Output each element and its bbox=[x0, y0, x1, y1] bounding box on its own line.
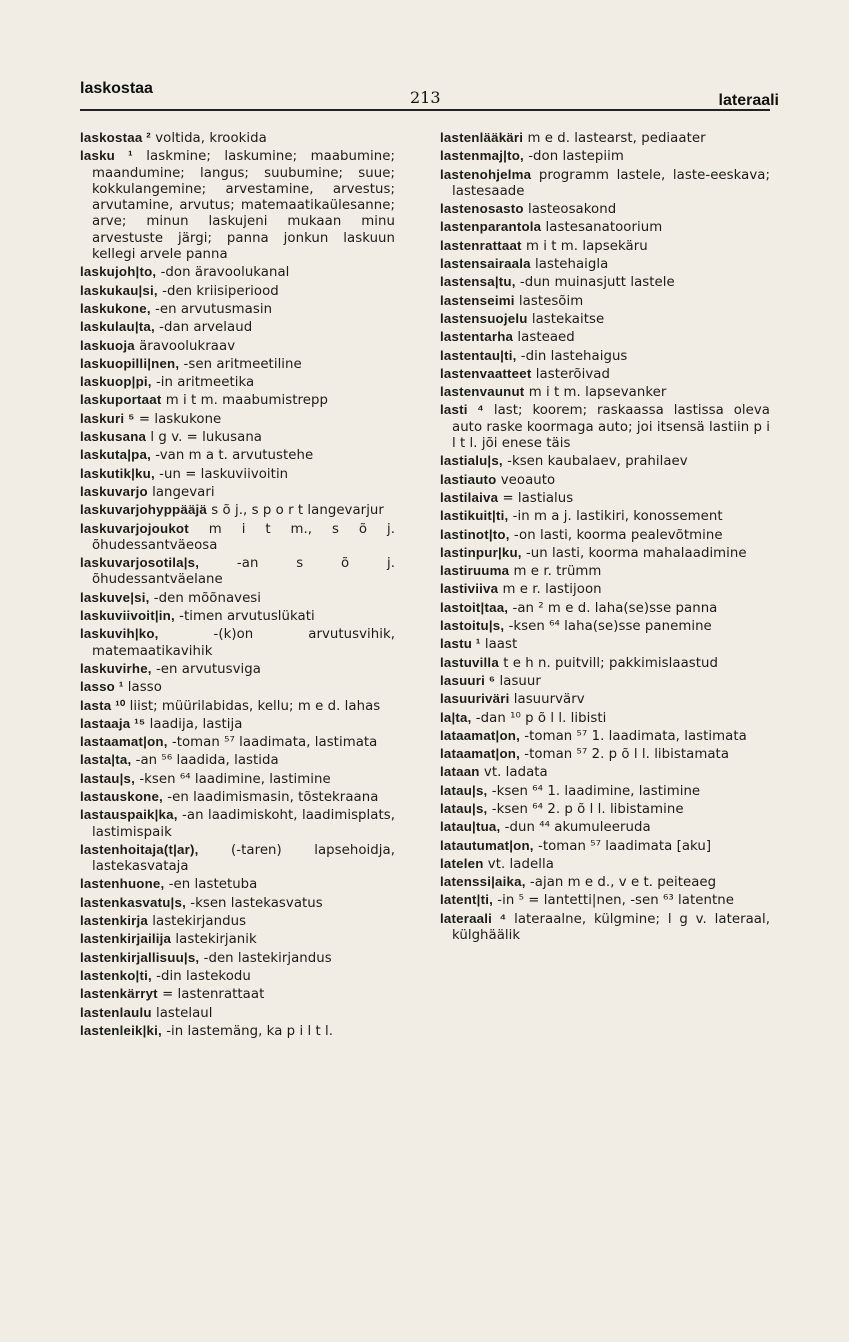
entry-gloss: veoauto bbox=[496, 472, 556, 488]
entry-headword: la|ta, bbox=[440, 709, 472, 725]
entry-gloss: -ksen ⁶⁴ 2. p õ l l. libistamine bbox=[487, 801, 684, 817]
entry-gloss: -in aritmeetika bbox=[151, 375, 255, 391]
entry-gloss: -an laadimiskoht, laadimisplats, lastimispaik bbox=[92, 808, 395, 840]
entry-headword: laskuviivoit|in, bbox=[80, 608, 175, 624]
entry-gloss: -din lastekodu bbox=[151, 968, 251, 984]
entry-headword: laskuve|si, bbox=[80, 589, 150, 605]
entry-gloss: -an s õ j. õhudessantväelane bbox=[92, 556, 395, 588]
dictionary-entry bbox=[440, 453, 770, 470]
dictionary-entry bbox=[440, 673, 770, 690]
entry-headword: laskukau|si, bbox=[80, 282, 158, 298]
entry-gloss: -dun muinasjutt lastele bbox=[515, 275, 675, 291]
dictionary-entry bbox=[440, 911, 770, 945]
entry-gloss: -ksen kaubalaev, prahilaev bbox=[502, 454, 688, 470]
entry-gloss: -en laadimismasin, tõstekraana bbox=[162, 789, 379, 805]
dictionary-entry bbox=[80, 1023, 395, 1040]
entry-headword: lataamat|on, bbox=[440, 727, 521, 743]
dictionary-entry bbox=[440, 581, 770, 598]
entry-gloss: m e d. lastearst, pediaater bbox=[523, 131, 706, 146]
dictionary-entry bbox=[80, 555, 395, 589]
entry-headword: lasso ¹ bbox=[80, 679, 124, 695]
left-column bbox=[80, 130, 395, 1041]
entry-headword: lastenkirja bbox=[80, 913, 148, 929]
dictionary-entry bbox=[440, 167, 770, 201]
entry-headword: laskutik|ku, bbox=[80, 465, 155, 481]
entry-gloss: liist; müürilabidas, kellu; m e d. lahas bbox=[125, 698, 381, 714]
entry-gloss: lastesõim bbox=[514, 293, 584, 309]
dictionary-entry bbox=[440, 892, 770, 909]
entry-headword: lastenrattaat bbox=[440, 237, 522, 253]
entry-headword: lastentarha bbox=[440, 329, 514, 345]
entry-headword: laskulau|ta, bbox=[80, 319, 155, 335]
dictionary-entry bbox=[440, 490, 770, 507]
dictionary-entry bbox=[440, 691, 770, 708]
entry-headword: lastinpur|ku, bbox=[440, 544, 522, 560]
dictionary-entry bbox=[440, 293, 770, 310]
dictionary-entry bbox=[80, 626, 395, 660]
entry-gloss: = lastialus bbox=[498, 490, 574, 506]
entry-headword: lastensuojelu bbox=[440, 310, 528, 326]
entry-headword: lastenlääkäri bbox=[440, 130, 524, 145]
dictionary-entry bbox=[80, 734, 395, 751]
entry-headword: lastenkärryt bbox=[80, 986, 158, 1002]
entry-gloss: m i t m. lapsekäru bbox=[521, 238, 648, 254]
entry-gloss: lastekaitse bbox=[527, 311, 605, 327]
dictionary-entry bbox=[80, 484, 395, 501]
dictionary-entry bbox=[440, 130, 770, 147]
entry-gloss: -on lasti, koorma pealevõtmine bbox=[509, 527, 723, 543]
dictionary-entry bbox=[440, 636, 770, 653]
entry-headword: laskuportaat bbox=[80, 392, 162, 408]
dictionary-entry bbox=[440, 238, 770, 255]
dictionary-entry bbox=[80, 968, 395, 985]
dictionary-entry bbox=[80, 411, 395, 428]
entry-gloss: -toman ⁵⁷ laadimata, lastimata bbox=[167, 735, 378, 751]
entry-headword: lastensairaala bbox=[440, 256, 531, 272]
dictionary-entry bbox=[80, 502, 395, 519]
entry-gloss: lastekirjandus bbox=[147, 914, 247, 930]
entry-gloss: -toman ⁵⁷ 2. p õ l l. libistamata bbox=[520, 747, 730, 763]
entry-headword: lastenseimi bbox=[440, 292, 515, 308]
entry-gloss: t e h n. puitvill; pakkimislaastud bbox=[498, 655, 718, 671]
entry-headword: lastauskone, bbox=[80, 788, 163, 804]
entry-headword: lastenkirjailija bbox=[80, 931, 172, 947]
dictionary-entry bbox=[80, 752, 395, 769]
dictionary-entry bbox=[440, 856, 770, 873]
entry-headword: latau|s, bbox=[440, 800, 488, 816]
entry-headword: lasuuriväri bbox=[440, 691, 510, 707]
entry-gloss: -en arvutusmasin bbox=[150, 301, 273, 317]
entry-headword: lastaamat|on, bbox=[80, 734, 168, 750]
entry-gloss: laadija, lastija bbox=[145, 716, 243, 732]
entry-gloss: -toman ⁵⁷ 1. laadimata, lastimata bbox=[520, 728, 747, 744]
dictionary-entry bbox=[80, 716, 395, 733]
entry-headword: lastenkirjallisuu|s, bbox=[80, 949, 200, 965]
entry-gloss: m e r. trümm bbox=[509, 564, 602, 580]
dictionary-entry bbox=[440, 527, 770, 544]
entry-headword: lasku ¹ bbox=[80, 148, 133, 164]
dictionary-entry bbox=[80, 1005, 395, 1022]
entry-gloss: lasso bbox=[123, 680, 162, 696]
entry-headword: latelen bbox=[440, 855, 484, 871]
entry-gloss: -sen aritmeetiline bbox=[179, 356, 302, 372]
entry-gloss: laast bbox=[480, 637, 518, 653]
dictionary-entry bbox=[440, 838, 770, 855]
dictionary-entry bbox=[440, 801, 770, 818]
entry-headword: lastensa|tu, bbox=[440, 274, 516, 290]
right-column bbox=[440, 130, 770, 945]
entry-gloss: -den kriisiperiood bbox=[157, 283, 279, 299]
entry-headword: lastenparantola bbox=[440, 219, 542, 235]
entry-gloss: lasuurvärv bbox=[509, 692, 585, 708]
entry-headword: lastenko|ti, bbox=[80, 967, 152, 983]
entry-gloss: -den lastekirjandus bbox=[199, 950, 332, 966]
entry-gloss: lasterõivad bbox=[531, 366, 610, 382]
dictionary-entry bbox=[80, 590, 395, 607]
dictionary-entry bbox=[80, 521, 395, 555]
entry-headword: laskuoja bbox=[80, 337, 135, 353]
entry-headword: lastilaiva bbox=[440, 489, 499, 505]
entry-headword: latent|ti, bbox=[440, 892, 493, 908]
dictionary-entry bbox=[440, 219, 770, 236]
dictionary-entry bbox=[440, 764, 770, 781]
entry-gloss: -ksen ⁶⁴ laha(se)sse panemine bbox=[504, 619, 712, 635]
dictionary-entry bbox=[80, 876, 395, 893]
entry-headword: lastaaja ¹⁵ bbox=[80, 715, 146, 731]
entry-headword: laskuvarjohyppääjä bbox=[80, 502, 208, 518]
entry-gloss: -ksen ⁶⁴ laadimine, lastimine bbox=[135, 771, 331, 787]
dictionary-entry bbox=[440, 746, 770, 763]
entry-headword: lastuvilla bbox=[440, 654, 499, 670]
dictionary-entry bbox=[80, 264, 395, 281]
dictionary-entry bbox=[440, 311, 770, 328]
entry-gloss: -an ⁵⁶ laadida, lastida bbox=[131, 753, 279, 769]
entry-gloss: -timen arvutuslükati bbox=[174, 609, 315, 625]
entry-headword: lasti ⁴ bbox=[440, 402, 484, 418]
dictionary-entry bbox=[80, 895, 395, 912]
entry-headword: lataamat|on, bbox=[440, 746, 521, 762]
dictionary-entry bbox=[80, 931, 395, 948]
entry-headword: lasta|ta, bbox=[80, 752, 132, 768]
entry-gloss: -ksen lastekasvatus bbox=[185, 895, 323, 911]
dictionary-entry bbox=[80, 392, 395, 409]
dictionary-entry bbox=[440, 710, 770, 727]
entry-gloss: last; koorem; raskaassa lastissa oleva auto raske koormaga auto; joi itsensä lastiin p i l t l. jõi enese täis bbox=[452, 403, 770, 452]
entry-headword: laskujoh|to, bbox=[80, 264, 157, 280]
entry-headword: lastenhoitaja(t|ar), bbox=[80, 841, 199, 857]
dictionary-entry bbox=[80, 771, 395, 788]
entry-gloss: l g v. = lukusana bbox=[146, 430, 262, 446]
entry-headword: lastenohjelma bbox=[440, 166, 532, 182]
entry-gloss: -den mõõnavesi bbox=[149, 590, 262, 606]
entry-gloss: m i t m. lapsevanker bbox=[524, 385, 667, 401]
entry-headword: lastiauto bbox=[440, 471, 497, 487]
dictionary-entry bbox=[80, 789, 395, 806]
entry-gloss: m i t m. maabumistrepp bbox=[161, 393, 328, 409]
dictionary-entry bbox=[440, 256, 770, 273]
entry-gloss: -din lastehaigus bbox=[516, 348, 628, 364]
entry-headword: lataan bbox=[440, 764, 480, 780]
entry-headword: laskuop|pi, bbox=[80, 374, 152, 390]
dictionary-entry bbox=[80, 842, 395, 876]
entry-gloss: programm lastele, laste-eeskava; lastesaade bbox=[452, 167, 770, 199]
entry-headword: laskuvarjojoukot bbox=[80, 520, 189, 536]
entry-gloss: -in m a j. lastikiri, konossement bbox=[508, 509, 723, 525]
entry-gloss: -dan ¹⁰ p õ l l. libisti bbox=[471, 710, 607, 726]
dictionary-entry bbox=[80, 130, 395, 147]
dictionary-entry bbox=[440, 563, 770, 580]
page-number: 213 bbox=[410, 88, 441, 107]
dictionary-entry bbox=[440, 874, 770, 891]
dictionary-entry bbox=[80, 319, 395, 336]
entry-headword: lastenosasto bbox=[440, 201, 524, 217]
entry-gloss: lastelaul bbox=[151, 1005, 213, 1021]
entry-gloss: voltida, krookida bbox=[150, 131, 267, 146]
dictionary-entry bbox=[440, 274, 770, 291]
entry-headword: lastoit|taa, bbox=[440, 599, 509, 615]
entry-gloss: -van m a t. arvutustehe bbox=[150, 448, 314, 464]
entry-headword: lastiviiva bbox=[440, 581, 499, 597]
entry-headword: lastinot|to, bbox=[440, 526, 510, 542]
dictionary-entry bbox=[440, 472, 770, 489]
running-head-right: lateraali bbox=[718, 92, 779, 109]
entry-gloss: -dan arvelaud bbox=[154, 320, 253, 336]
entry-gloss: lateraalne, külgmine; l g v. lateraal, külghäälik bbox=[452, 911, 771, 944]
dictionary-entry bbox=[80, 283, 395, 300]
entry-gloss: lasteosakond bbox=[523, 202, 617, 218]
dictionary-entry bbox=[440, 329, 770, 346]
dictionary-entry bbox=[440, 618, 770, 635]
dictionary-entry bbox=[440, 545, 770, 562]
entry-headword: lastau|s, bbox=[80, 770, 136, 786]
running-head-left: laskostaa bbox=[80, 80, 153, 97]
entry-headword: lastenlaulu bbox=[80, 1004, 152, 1020]
entry-gloss: -ajan m e d., v e t. peiteaeg bbox=[525, 875, 717, 891]
dictionary-entry bbox=[440, 201, 770, 218]
entry-headword: lastenkasvatu|s, bbox=[80, 894, 186, 910]
dictionary-entry bbox=[440, 366, 770, 383]
dictionary-entry bbox=[440, 819, 770, 836]
entry-headword: lastenvaatteet bbox=[440, 365, 532, 381]
entry-gloss: -don lastepiim bbox=[523, 149, 624, 165]
entry-headword: laskuvih|ko, bbox=[80, 626, 159, 642]
entry-headword: lastenmaj|to, bbox=[440, 148, 524, 164]
entry-gloss: -don äravoolukanal bbox=[156, 265, 290, 281]
entry-gloss: lasuur bbox=[495, 673, 541, 689]
dictionary-entry bbox=[80, 661, 395, 678]
dictionary-entry bbox=[80, 608, 395, 625]
entry-gloss: -un lasti, koorma mahalaadimine bbox=[521, 545, 747, 561]
dictionary-entry bbox=[440, 148, 770, 165]
dictionary-entry bbox=[80, 679, 395, 696]
entry-gloss: vt. ladata bbox=[479, 765, 548, 781]
entry-headword: latenssi|aika, bbox=[440, 874, 526, 890]
entry-gloss: vt. ladella bbox=[483, 856, 554, 872]
entry-headword: laskuvirhe, bbox=[80, 660, 152, 676]
entry-gloss: lastekirjanik bbox=[171, 932, 257, 948]
dictionary-entry bbox=[80, 913, 395, 930]
entry-headword: lateraali ⁴ bbox=[440, 910, 507, 926]
dictionary-entry bbox=[80, 148, 395, 263]
entry-headword: lastauspaik|ka, bbox=[80, 807, 178, 823]
dictionary-entry bbox=[440, 384, 770, 401]
dictionary-entry bbox=[80, 374, 395, 391]
entry-gloss: s õ j., s p o r t langevarjur bbox=[207, 503, 384, 519]
entry-headword: laskusana bbox=[80, 429, 147, 445]
dictionary-entry bbox=[80, 447, 395, 464]
dictionary-entry bbox=[80, 338, 395, 355]
entry-gloss: lasteaed bbox=[513, 330, 575, 346]
dictionary-entry bbox=[440, 348, 770, 365]
entry-gloss: -en lastetuba bbox=[164, 877, 258, 893]
dictionary-entry bbox=[440, 600, 770, 617]
header-rule bbox=[80, 109, 770, 111]
entry-headword: lastu ¹ bbox=[440, 636, 481, 652]
entry-headword: laskostaa ² bbox=[80, 130, 151, 145]
dictionary-entry bbox=[80, 698, 395, 715]
entry-gloss: = lastenrattaat bbox=[157, 987, 265, 1003]
entry-headword: lastikuit|ti, bbox=[440, 508, 509, 524]
entry-headword: laskuta|pa, bbox=[80, 447, 151, 463]
entry-gloss: äravoolukraav bbox=[134, 338, 236, 354]
entry-headword: latautumat|on, bbox=[440, 837, 534, 853]
entry-gloss: -in ⁵ = lantetti|nen, -sen ⁶³ latentne bbox=[493, 893, 734, 909]
dictionary-entry bbox=[440, 402, 770, 452]
entry-gloss: m e r. lastijoon bbox=[498, 582, 602, 598]
entry-gloss: langevari bbox=[147, 484, 215, 500]
entry-gloss: -un = laskuviivoitin bbox=[154, 466, 289, 482]
dictionary-entry bbox=[440, 783, 770, 800]
entry-headword: lastentau|ti, bbox=[440, 347, 517, 363]
entry-headword: lastoitu|s, bbox=[440, 618, 505, 634]
entry-gloss: (-taren) lapsehoidja, lastekasvataja bbox=[92, 842, 395, 875]
entry-headword: laskuvarjo bbox=[80, 483, 148, 499]
entry-gloss: lastesanatoorium bbox=[541, 220, 663, 236]
dictionary-entry bbox=[80, 807, 395, 841]
dictionary-entry bbox=[80, 356, 395, 373]
entry-gloss: -in lastemäng, ka p i l t l. bbox=[161, 1023, 334, 1039]
entry-headword: latau|tua, bbox=[440, 819, 501, 835]
dictionary-entry bbox=[440, 728, 770, 745]
entry-headword: lastialu|s, bbox=[440, 453, 503, 469]
entry-gloss: -ksen ⁶⁴ 1. laadimine, lastimine bbox=[487, 783, 701, 799]
entry-headword: lastenhuone, bbox=[80, 876, 165, 892]
entry-gloss: -toman ⁵⁷ laadimata [aku] bbox=[533, 838, 712, 854]
dictionary-entry bbox=[80, 986, 395, 1003]
entry-gloss: -(k)on arvutusvihik, matemaatikavihik bbox=[92, 627, 395, 659]
entry-gloss: -dun ⁴⁴ akumuleeruda bbox=[500, 820, 651, 836]
entry-headword: lastiruuma bbox=[440, 563, 510, 579]
entry-gloss: laskmine; laskumine; maabumine; maandumine; langus; suubumine; suue; kokkulangemine; arvestamine, arvestus; arvutamine, arvutus; matemaatikaülesanne; arve; minun laskujeni mukaan minu arvestuste järgi; panna jonkun laskuun kellegi arvele panna bbox=[92, 149, 396, 263]
dictionary-entry bbox=[80, 301, 395, 318]
dictionary-entry bbox=[440, 508, 770, 525]
entry-gloss: -en arvutusviga bbox=[151, 661, 261, 677]
entry-headword: laskuri ⁵ bbox=[80, 410, 135, 426]
entry-headword: laskuopilli|nen, bbox=[80, 355, 180, 371]
dictionary-entry bbox=[80, 466, 395, 483]
entry-headword: latau|s, bbox=[440, 782, 488, 798]
entry-gloss: lastehaigla bbox=[530, 257, 609, 273]
entry-headword: lastenleik|ki, bbox=[80, 1022, 162, 1038]
entry-headword: laskukone, bbox=[80, 300, 151, 316]
entry-headword: lasuuri ⁶ bbox=[440, 672, 496, 688]
dictionary-entry bbox=[80, 429, 395, 446]
dictionary-entry bbox=[80, 950, 395, 967]
entry-gloss: -an ² m e d. laha(se)sse panna bbox=[508, 600, 718, 616]
dictionary-entry bbox=[440, 655, 770, 672]
entry-headword: laskuvarjosotila|s, bbox=[80, 555, 200, 571]
entry-headword: lastenvaunut bbox=[440, 384, 525, 400]
entry-gloss: m i t m., s õ j. õhudessantväeosa bbox=[92, 521, 395, 553]
entry-headword: lasta ¹⁰ bbox=[80, 697, 126, 713]
entry-gloss: = laskukone bbox=[134, 411, 222, 427]
